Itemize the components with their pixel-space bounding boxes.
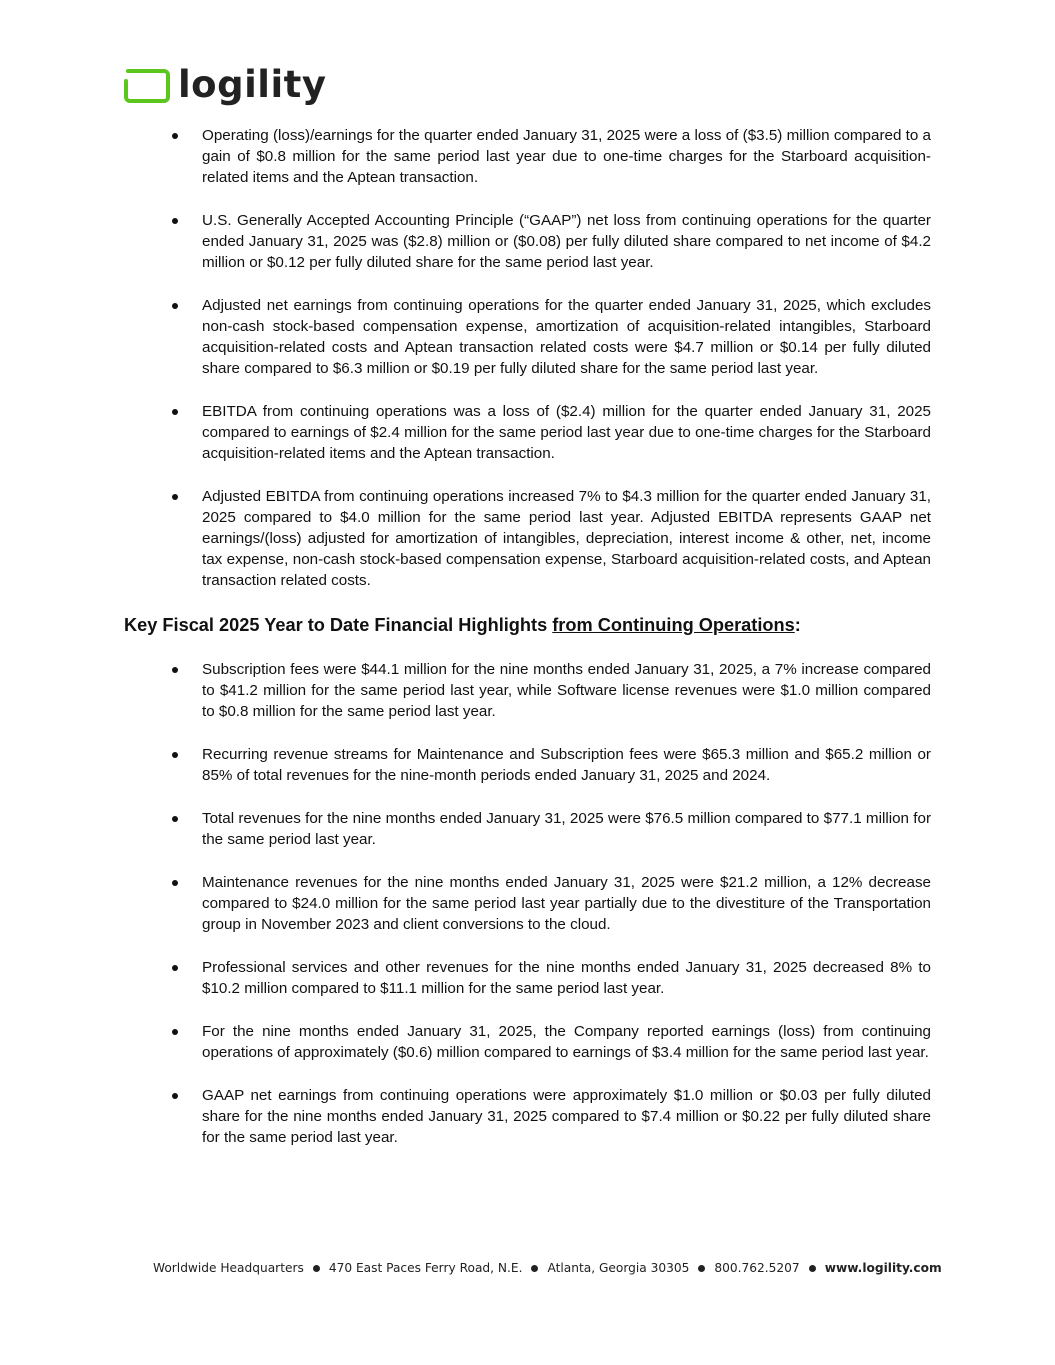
footer-city: Atlanta, Georgia 30305 xyxy=(547,1261,690,1275)
list-item: EBITDA from continuing operations was a loss of ($2.4) million for the quarter ended January 31, 2025 compared to earnings of $2.4 million for the same period last year due to one-time charges for the Starboard acquisition-related items and the Aptean transaction. xyxy=(202,401,931,464)
bullet-icon xyxy=(172,133,178,139)
list-item: Total revenues for the nine months ended January 31, 2025 were $76.5 million compared to $77.1 million for the same period last year. xyxy=(202,808,931,850)
list-item: Subscription fees were $44.1 million for the nine months ended January 31, 2025, a 7% increase compared to $41.2 million for the same period last year, while Software license revenues were $1.0 million compared to $0.8 million for the same period last year. xyxy=(202,659,931,722)
list-item: For the nine months ended January 31, 2025, the Company reported earnings (loss) from continuing operations of approximately ($0.6) million compared to earnings of $3.4 million for the same period last year. xyxy=(202,1021,931,1063)
footer-website-link[interactable]: www.logility.com xyxy=(824,1261,942,1275)
bullet-icon xyxy=(172,752,178,758)
list-item: U.S. Generally Accepted Accounting Principle (“GAAP”) net loss from continuing operations for the quarter ended January 31, 2025 was ($2.8) million or ($0.08) per fully diluted share compared to net income of $4.2 million or $0.12 per fully diluted share for the same period last year. xyxy=(202,210,931,273)
bullet-icon xyxy=(172,1029,178,1035)
logility-logo xyxy=(124,64,326,108)
footer-separator-icon xyxy=(531,1265,538,1272)
list-item: Recurring revenue streams for Maintenance and Subscription fees were $65.3 million and $65.2 million or 85% of total revenues for the nine-month periods ended January 31, 2025 and 2024. xyxy=(202,744,931,786)
bullet-icon xyxy=(172,494,178,500)
footer-separator-icon xyxy=(698,1265,705,1272)
bullet-icon xyxy=(172,218,178,224)
list-item: Adjusted EBITDA from continuing operations increased 7% to $4.3 million for the quarter ended January 31, 2025 compared to $4.0 million for the same period last year. Adjusted EBITDA represents GAAP net earnings/(loss) adjusted for amortization of intangibles, depreciation, interest income & other, net, income tax expense, non-cash stock-based compensation expense, Starboard acquisition-related costs, and Aptean transaction related costs. xyxy=(202,486,931,591)
list-item: Maintenance revenues for the nine months ended January 31, 2025 were $21.2 million, a 12% decrease compared to $24.0 million for the same period last year partially due to the divestiture of the Transportation group in November 2023 and client conversions to the cloud. xyxy=(202,872,931,935)
footer-address: 470 East Paces Ferry Road, N.E. xyxy=(328,1261,523,1275)
list-item: GAAP net earnings from continuing operations were approximately $1.0 million or $0.03 per fully diluted share for the nine months ended January 31, 2025 compared to $7.4 million or $0.22 per fully diluted share for the same period last year. xyxy=(202,1085,931,1148)
list-item: Professional services and other revenues for the nine months ended January 31, 2025 decreased 8% to $10.2 million compared to $11.1 million for the same period last year. xyxy=(202,957,931,999)
footer-separator-icon xyxy=(809,1265,816,1272)
bullet-icon xyxy=(172,303,178,309)
footer-phone: 800.762.5207 xyxy=(714,1261,800,1275)
bullet-icon xyxy=(172,667,178,673)
logo-wordmark: logility xyxy=(178,62,327,106)
quarter-highlights-list xyxy=(0,125,1055,591)
bullet-icon xyxy=(172,880,178,886)
logo-mark-icon xyxy=(124,69,170,103)
list-item: Adjusted net earnings from continuing operations for the quarter ended January 31, 2025, which excludes non-cash stock-based compensation expense, amortization of acquisition-related intangibles, Starboard acquisition-related costs and Aptean transaction related costs were $4.7 million or $0.14 per fully diluted share compared to $6.3 million or $0.19 per fully diluted share for the same period last year. xyxy=(202,295,931,379)
document-body xyxy=(0,125,1055,1148)
page-footer xyxy=(153,1259,943,1277)
bullet-icon xyxy=(172,409,178,415)
footer-separator-icon xyxy=(313,1265,320,1272)
bullet-icon xyxy=(172,816,178,822)
bullet-icon xyxy=(172,1093,178,1099)
section-heading: Key Fiscal 2025 Year to Date Financial Highlights from Continuing Operations: xyxy=(124,615,801,635)
bullet-icon xyxy=(172,965,178,971)
footer-hq: Worldwide Headquarters xyxy=(153,1261,304,1275)
ytd-highlights-list xyxy=(0,659,1055,1148)
list-item: Operating (loss)/earnings for the quarter ended January 31, 2025 were a loss of ($3.5) million compared to a gain of $0.8 million for the same period last year due to one-time charges for the Starboard acquisition-related items and the Aptean transaction. xyxy=(202,125,931,188)
